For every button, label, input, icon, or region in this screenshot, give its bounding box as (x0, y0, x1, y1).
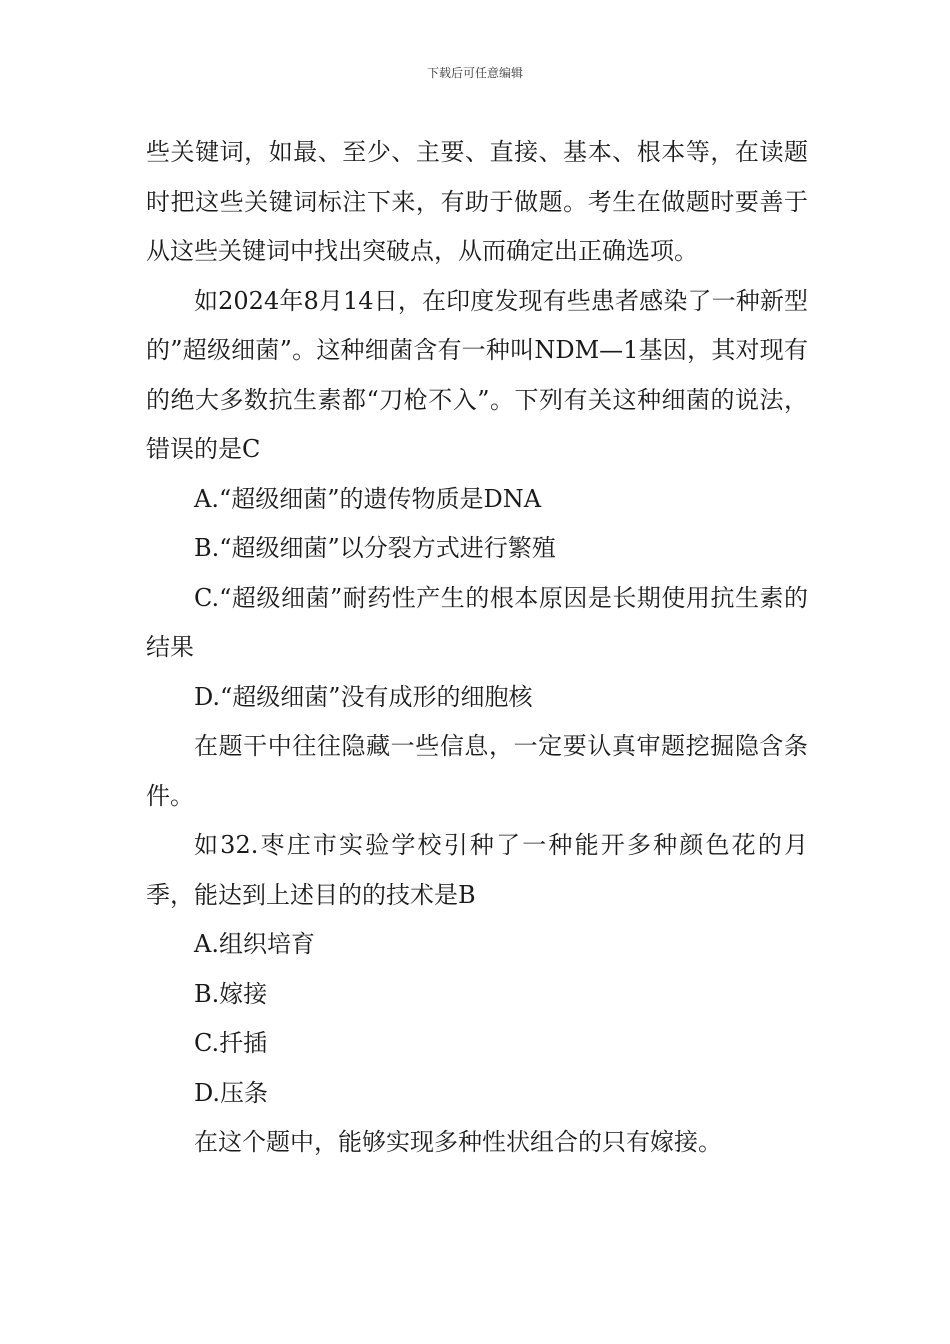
question-1-option-b: B.“超级细菌”以分裂方式进行繁殖 (194, 534, 556, 562)
question-1-stem: 如2024年8月14日，在印度发现有些患者感染了一种新型的”超级细菌”。这种细菌含有一种叫NDM—1基因，其对现有的绝大多数抗生素都“刀枪不入”。下列有关这种细菌的说法，错误的是C (146, 286, 808, 463)
question-1-option-c: C.“超级细菌”耐药性产生的根本原因是长期使用抗生素的结果 (146, 583, 808, 661)
question-1-option-d: D.“超级细菌”没有成形的细胞核 (194, 682, 533, 711)
document-body (146, 128, 808, 1168)
paragraph-keywords: 些关键词，如最、至少、主要、直接、基本、根本等，在读题时把这些关键词标注下来，有助于做题。考生在做题时要善于从这些关键词中找出突破点，从而确定出正确选项。 (146, 138, 808, 265)
question-1-option-a: A.“超级细菌”的遗传物质是DNA (194, 484, 542, 513)
question-2-option-d: D.压条 (194, 1078, 269, 1107)
question-2-stem: 如32.枣庄市实验学校引种了一种能开多种颜色花的月季，能达到上述目的的技术是B (146, 831, 808, 909)
question-2-option-c: C.扦插 (194, 1029, 268, 1057)
question-2-option-b: B.嫁接 (194, 979, 268, 1008)
page-header: 下载后可任意编辑 (426, 66, 523, 80)
paragraph-hidden-info: 在题干中往往隐藏一些信息，一定要认真审题挖掘隐含条件。 (146, 732, 808, 810)
question-2-option-a: A.组织培育 (194, 930, 315, 958)
paragraph-conclusion: 在这个题中，能够实现多种性状组合的只有嫁接。 (194, 1128, 722, 1156)
